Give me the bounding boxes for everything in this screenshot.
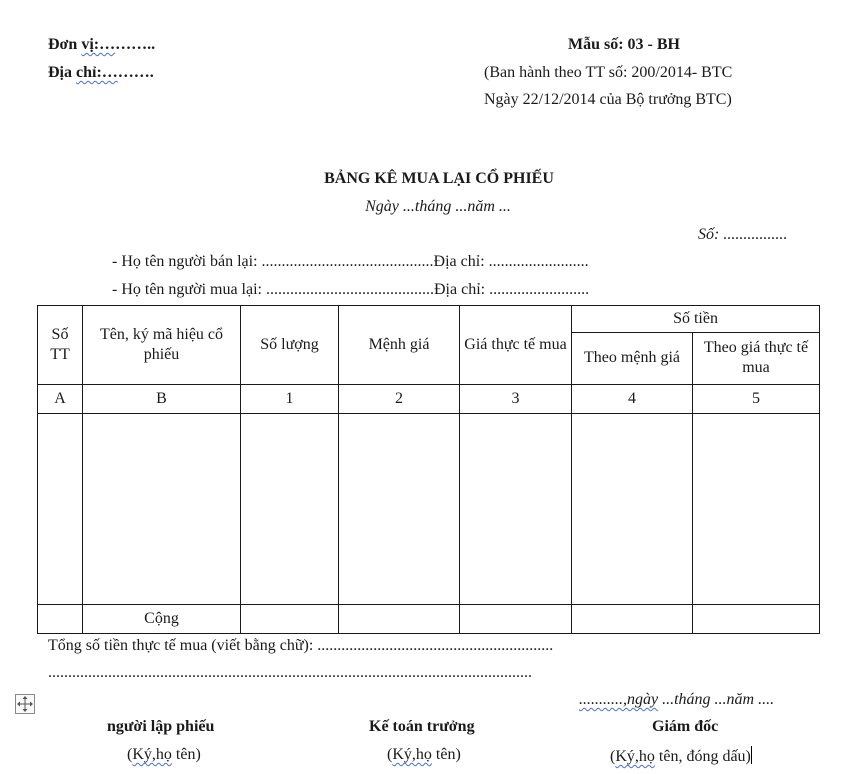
empty-cell[interactable] <box>241 604 339 633</box>
empty-cell[interactable] <box>572 604 693 633</box>
empty-cell[interactable] <box>339 604 460 633</box>
seller-line: - Họ tên người bán lại: ...........................................Địa chỉ: ......................... <box>112 253 589 270</box>
unit-label: Đơn <box>48 36 82 53</box>
empty-cell[interactable] <box>572 413 693 604</box>
table-row <box>38 413 820 604</box>
form-number: Mẫu số: 03 - BH <box>568 36 680 53</box>
address-label: Địa <box>48 64 76 81</box>
total-in-words: Tổng số tiền thực tế mua (viết bằng chữ): ........................................................... <box>48 637 554 654</box>
code-cell: A <box>38 384 83 413</box>
signer-preparer-role: người lập phiếu <box>107 718 215 735</box>
empty-cell[interactable] <box>38 413 83 604</box>
code-cell: 5 <box>693 384 820 413</box>
header-stt: Số TT <box>38 306 83 385</box>
header-actual-price: Giá thực tế mua <box>460 306 572 385</box>
sign-date-rest: ...tháng ...năm .... <box>658 691 775 708</box>
table-move-handle-icon[interactable] <box>15 694 35 714</box>
unit-dots: …….. <box>115 36 156 53</box>
number-line: Số: ................ <box>698 226 788 243</box>
code-cell: 1 <box>241 384 339 413</box>
document-title: BẢNG KÊ MUA LẠI CỔ PHIẾU <box>324 170 554 187</box>
decree-line-1: (Ban hành theo TT số: 200/2014- BTC <box>484 64 733 81</box>
total-label: Cộng <box>83 604 241 633</box>
empty-cell[interactable] <box>38 604 83 633</box>
code-cell: 2 <box>339 384 460 413</box>
total-row <box>38 604 820 633</box>
header-quantity: Số lượng <box>241 306 339 385</box>
header-amount: Số tiền <box>572 306 820 333</box>
signer-accountant-note: (Ký,họ tên) <box>387 746 461 763</box>
unit-field <box>48 36 155 54</box>
empty-cell[interactable] <box>241 413 339 604</box>
address-word: chỉ:… <box>76 64 118 81</box>
address-field <box>48 64 154 82</box>
purchase-table <box>37 305 820 634</box>
signer-director-note: (Ký,họ tên, đóng dấu) <box>610 748 751 765</box>
header-stock-name: Tên, ký mã hiệu cổ phiếu <box>83 306 241 385</box>
header-amount-by-face: Theo mệnh giá <box>572 333 693 384</box>
empty-cell[interactable] <box>460 413 572 604</box>
code-cell: 4 <box>572 384 693 413</box>
unit-word: vị:… <box>81 36 116 53</box>
empty-cell[interactable] <box>460 604 572 633</box>
signer-director-role: Giám đốc <box>652 718 719 735</box>
text-cursor <box>751 746 752 764</box>
decree-line-2: Ngày 22/12/2014 của Bộ trưởng BTC) <box>484 91 732 108</box>
empty-cell[interactable] <box>693 604 820 633</box>
signer-preparer-note: (Ký,họ tên) <box>127 746 201 763</box>
address-dots: ……. <box>117 64 154 81</box>
header-face-value: Mệnh giá <box>339 306 460 385</box>
buyer-line: - Họ tên người mua lại: ..........................................Địa chỉ: ......................... <box>112 281 590 298</box>
dots-line: ......................................................................................................................... <box>48 664 532 681</box>
empty-cell[interactable] <box>83 413 241 604</box>
header-amount-by-price: Theo giá thực tế mua <box>693 333 820 384</box>
signer-accountant-role: Kế toán trưởng <box>369 718 475 735</box>
date-line: Ngày ...tháng ...năm ... <box>365 198 511 215</box>
empty-cell[interactable] <box>693 413 820 604</box>
code-cell: B <box>83 384 241 413</box>
code-cell: 3 <box>460 384 572 413</box>
empty-cell[interactable] <box>339 413 460 604</box>
sign-date-place: ...........,ngày <box>579 691 659 708</box>
sign-date-line <box>579 691 774 709</box>
